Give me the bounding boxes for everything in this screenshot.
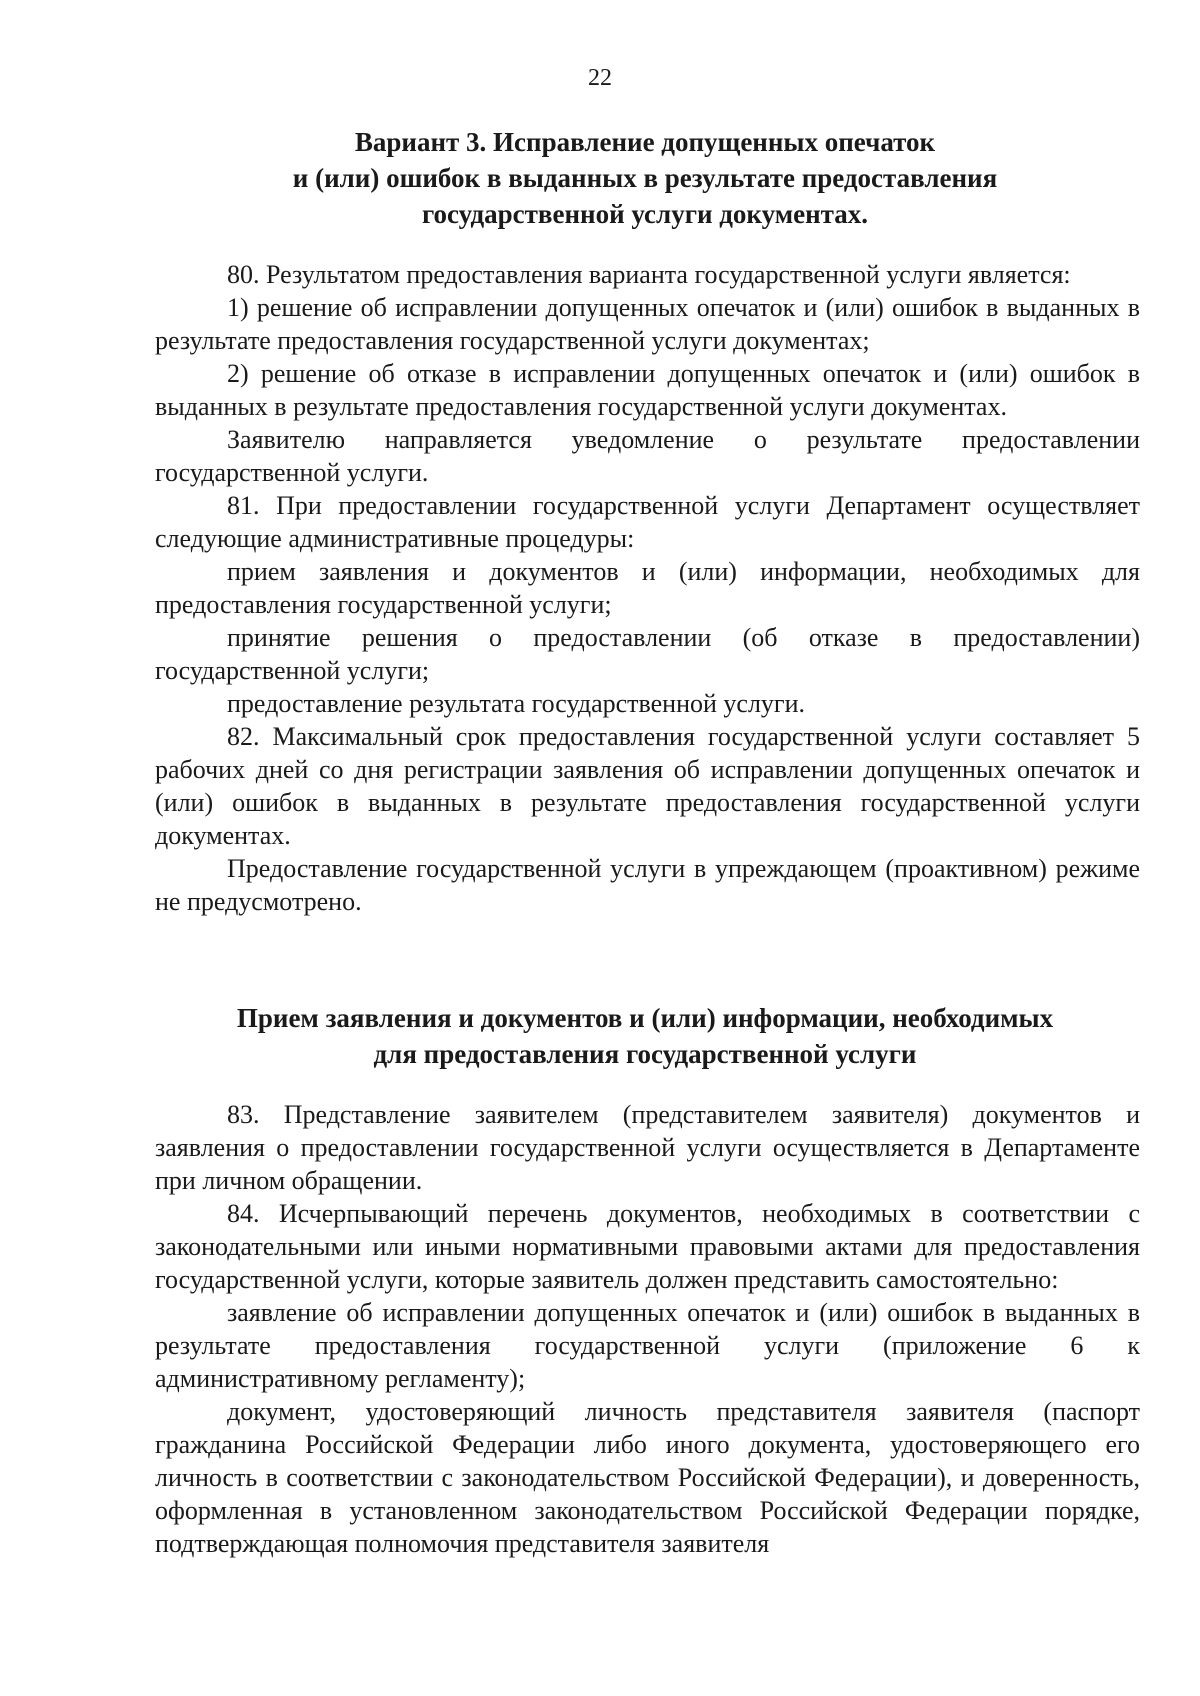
paragraph-proactive: Предоставление государственной услуги в упреждающем (проактивном) режиме не предусмотрено. [155, 854, 1140, 916]
paragraph-80-item-2: 2) решение об отказе в исправлении допущенных опечаток и (или) ошибок в выданных в результате предоставления государственной услуги документах. [155, 359, 1140, 421]
section-heading-application-intake [150, 1000, 1140, 1072]
paragraph-81: 81. При предоставлении государственной услуги Департамент осуществляет следующие административные процедуры: [155, 491, 1140, 553]
paragraph-84-item-2: документ, удостоверяющий личность представителя заявителя (паспорт гражданина Российской Федерации либо иного документа, удостоверяющего его личность в соответствии с законодательством Российской Федерации), и доверенность, оформленная в установленном законодательством Российской Федерации порядке, подтверждающая полномочия представителя заявителя [155, 1397, 1140, 1558]
heading-line: и (или) ошибок в выданных в результате предоставления [292, 163, 998, 193]
paragraph-80: 80. Результатом предоставления варианта государственной услуги является: [227, 260, 1071, 289]
section-body-application-intake [155, 1098, 1140, 1560]
heading-line: Прием заявления и документов и (или) информации, необходимых [236, 1003, 1054, 1033]
paragraph-82: 82. Максимальный срок предоставления государственной услуги составляет 5 рабочих дней со дня регистрации заявления об исправлении допущенных опечаток и (или) ошибок в выданных в результате предоставления государственной услуги документах. [155, 722, 1140, 850]
paragraph-notification: Заявителю направляется уведомление о результате предоставлении государственной услуги. [155, 425, 1140, 487]
heading-line: для предоставления государственной услуги [373, 1039, 917, 1069]
paragraph-81-item-2: принятие решения о предоставлении (об отказе в предоставлении) государственной услуги; [155, 623, 1140, 685]
section-heading-variant-3 [150, 124, 1140, 232]
paragraph-84: 84. Исчерпывающий перечень документов, необходимых в соответствии с законодательными или иными нормативными правовыми актами для предоставления государственной услуги, которые заявитель должен представить самостоятельно: [155, 1199, 1140, 1294]
paragraph-81-item-1: прием заявления и документов и (или) информации, необходимых для предоставления государственной услуги; [155, 557, 1140, 619]
paragraph-83: 83. Представление заявителем (представителем заявителя) документов и заявления о предоставлении государственной услуги осуществляется в Департаменте при личном обращении. [155, 1100, 1140, 1195]
paragraph-80-item-1: 1) решение об исправлении допущенных опечаток и (или) ошибок в выданных в результате предоставления государственной услуги документах; [155, 293, 1140, 355]
page-number: 22 [588, 65, 612, 91]
section-body-variant-3 [155, 258, 1140, 918]
heading-line: государственной услуги документах. [421, 199, 869, 229]
paragraph-84-item-1: заявление об исправлении допущенных опечаток и (или) ошибок в выданных в результате предоставления государственной услуги (приложение 6 к административному регламенту); [155, 1298, 1140, 1393]
heading-line: Вариант 3. Исправление допущенных опечаток [354, 127, 936, 157]
paragraph-81-item-3: предоставление результата государственной услуги. [227, 689, 806, 718]
